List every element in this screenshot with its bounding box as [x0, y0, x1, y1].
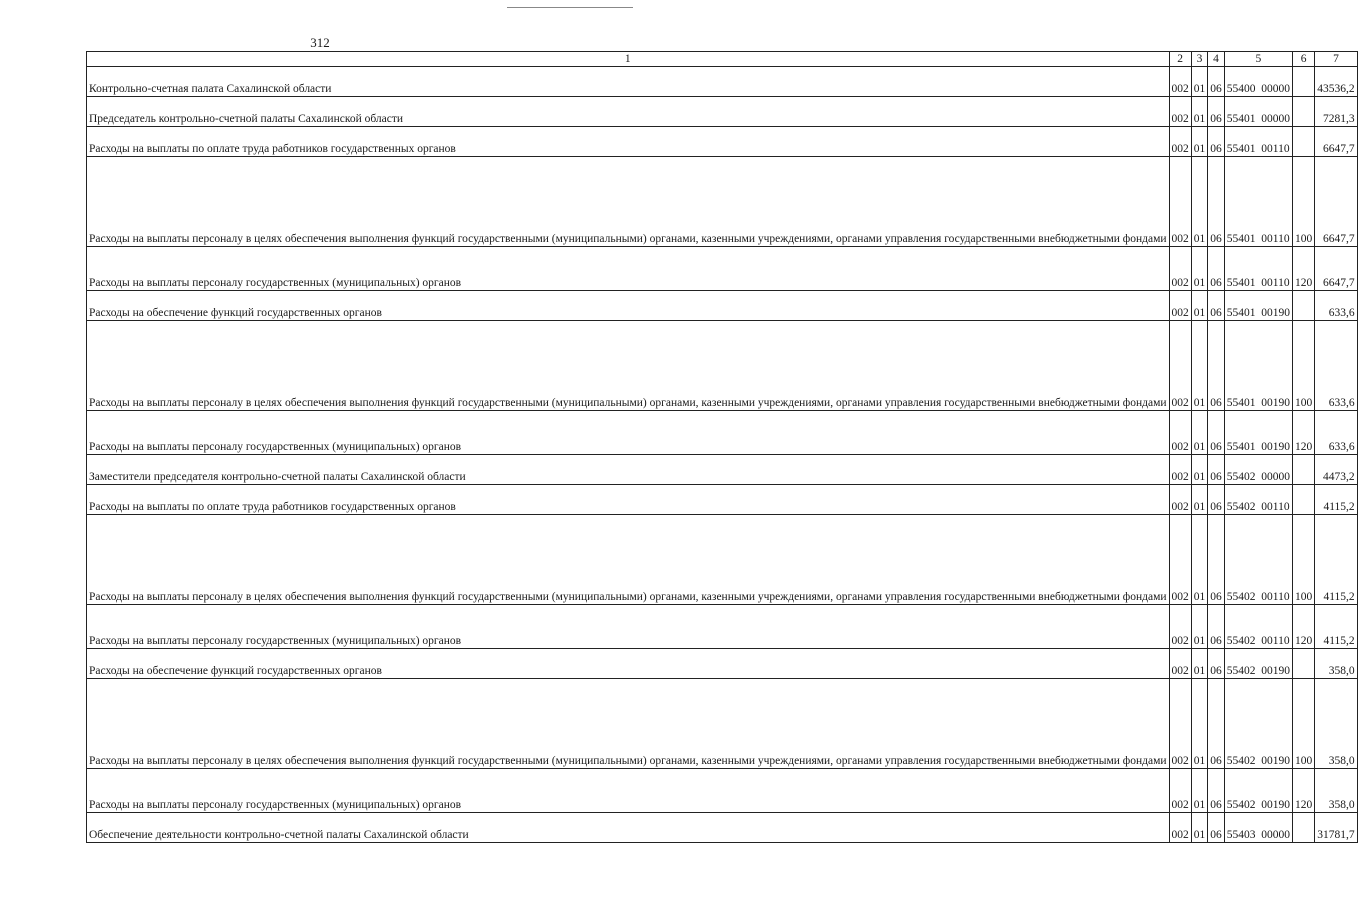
budget-table [86, 51, 1358, 843]
row-grbs-code: 002 [1169, 67, 1191, 97]
row-grbs-code: 002 [1169, 515, 1191, 605]
row-target-article: 55400 00000 [1224, 67, 1292, 97]
row-target-article: 55401 00190 [1224, 321, 1292, 411]
row-amount: 633,6 [1315, 321, 1357, 411]
row-expense-type [1293, 97, 1315, 127]
row-section-code: 01 [1191, 411, 1208, 455]
row-grbs-code: 002 [1169, 157, 1191, 247]
table-row [87, 455, 1358, 485]
row-expense-type [1293, 485, 1315, 515]
row-section-code: 01 [1191, 515, 1208, 605]
row-name: Председатель контрольно-счетной палаты Сахалинской области [87, 97, 1170, 127]
row-name: Расходы на выплаты персоналу государственных (муниципальных) органов [87, 769, 1170, 813]
row-section-code: 01 [1191, 455, 1208, 485]
row-amount: 7281,3 [1315, 97, 1357, 127]
column-header: 5 [1224, 52, 1292, 67]
row-name: Расходы на выплаты персоналу государственных (муниципальных) органов [87, 411, 1170, 455]
scan-edge-line [507, 7, 633, 8]
row-section-code: 01 [1191, 679, 1208, 769]
row-section-code: 01 [1191, 157, 1208, 247]
row-grbs-code: 002 [1169, 97, 1191, 127]
row-amount: 6647,7 [1315, 247, 1357, 291]
column-header: 2 [1169, 52, 1191, 67]
row-name: Расходы на выплаты персоналу государственных (муниципальных) органов [87, 247, 1170, 291]
row-section-code: 01 [1191, 67, 1208, 97]
row-grbs-code: 002 [1169, 247, 1191, 291]
row-section-code: 01 [1191, 321, 1208, 411]
row-name: Расходы на обеспечение функций государственных органов [87, 649, 1170, 679]
table-row [87, 291, 1358, 321]
row-grbs-code: 002 [1169, 485, 1191, 515]
row-expense-type: 120 [1293, 411, 1315, 455]
row-amount: 6647,7 [1315, 157, 1357, 247]
row-expense-type: 120 [1293, 605, 1315, 649]
row-name: Расходы на выплаты персоналу в целях обеспечения выполнения функций государственными (муниципальными) органами, казенными учреждениями, органами управления государственными внебюджетными фондами [87, 679, 1170, 769]
row-amount: 4473,2 [1315, 455, 1357, 485]
table-row [87, 769, 1358, 813]
row-expense-type [1293, 455, 1315, 485]
table-row [87, 67, 1358, 97]
row-expense-type: 100 [1293, 679, 1315, 769]
row-subsection-code: 06 [1208, 813, 1225, 843]
row-amount: 31781,7 [1315, 813, 1357, 843]
row-grbs-code: 002 [1169, 769, 1191, 813]
row-section-code: 01 [1191, 127, 1208, 157]
column-header: 7 [1315, 52, 1357, 67]
row-amount: 4115,2 [1315, 605, 1357, 649]
column-header: 3 [1191, 52, 1208, 67]
row-section-code: 01 [1191, 291, 1208, 321]
row-target-article: 55402 00000 [1224, 455, 1292, 485]
row-name: Расходы на выплаты по оплате труда работников государственных органов [87, 127, 1170, 157]
row-target-article: 55403 00000 [1224, 813, 1292, 843]
row-target-article: 55401 00190 [1224, 411, 1292, 455]
table-row [87, 605, 1358, 649]
row-subsection-code: 06 [1208, 247, 1225, 291]
row-subsection-code: 06 [1208, 127, 1225, 157]
row-grbs-code: 002 [1169, 321, 1191, 411]
row-expense-type [1293, 813, 1315, 843]
row-name: Обеспечение деятельности контрольно-счетной палаты Сахалинской области [87, 813, 1170, 843]
row-subsection-code: 06 [1208, 605, 1225, 649]
row-expense-type: 100 [1293, 321, 1315, 411]
row-subsection-code: 06 [1208, 321, 1225, 411]
row-expense-type [1293, 291, 1315, 321]
row-target-article: 55402 00110 [1224, 515, 1292, 605]
row-section-code: 01 [1191, 813, 1208, 843]
table-row [87, 411, 1358, 455]
row-grbs-code: 002 [1169, 813, 1191, 843]
row-expense-type: 100 [1293, 515, 1315, 605]
row-grbs-code: 002 [1169, 679, 1191, 769]
row-target-article: 55401 00190 [1224, 291, 1292, 321]
row-name: Расходы на выплаты персоналу государственных (муниципальных) органов [87, 605, 1170, 649]
row-section-code: 01 [1191, 649, 1208, 679]
row-target-article: 55402 00190 [1224, 679, 1292, 769]
row-name: Заместители председателя контрольно-счетной палаты Сахалинской области [87, 455, 1170, 485]
table-row [87, 157, 1358, 247]
row-subsection-code: 06 [1208, 291, 1225, 321]
row-subsection-code: 06 [1208, 157, 1225, 247]
row-section-code: 01 [1191, 485, 1208, 515]
row-target-article: 55401 00110 [1224, 127, 1292, 157]
row-subsection-code: 06 [1208, 411, 1225, 455]
row-expense-type [1293, 67, 1315, 97]
row-name: Расходы на выплаты персоналу в целях обеспечения выполнения функций государственными (муниципальными) органами, казенными учреждениями, органами управления государственными внебюджетными фондами [87, 157, 1170, 247]
row-amount: 43536,2 [1315, 67, 1357, 97]
row-subsection-code: 06 [1208, 649, 1225, 679]
table-row [87, 97, 1358, 127]
row-expense-type: 120 [1293, 247, 1315, 291]
row-subsection-code: 06 [1208, 515, 1225, 605]
column-header: 4 [1208, 52, 1225, 67]
page-number: 312 [310, 35, 330, 50]
row-target-article: 55402 00110 [1224, 485, 1292, 515]
row-amount: 4115,2 [1315, 485, 1357, 515]
table-row [87, 649, 1358, 679]
table-row [87, 515, 1358, 605]
row-name: Контрольно-счетная палата Сахалинской области [87, 67, 1170, 97]
row-grbs-code: 002 [1169, 127, 1191, 157]
table-row [87, 321, 1358, 411]
row-subsection-code: 06 [1208, 769, 1225, 813]
row-expense-type: 100 [1293, 157, 1315, 247]
row-subsection-code: 06 [1208, 485, 1225, 515]
row-section-code: 01 [1191, 97, 1208, 127]
row-grbs-code: 002 [1169, 649, 1191, 679]
row-subsection-code: 06 [1208, 679, 1225, 769]
table-row [87, 485, 1358, 515]
row-amount: 358,0 [1315, 769, 1357, 813]
row-target-article: 55401 00000 [1224, 97, 1292, 127]
table-row [87, 813, 1358, 843]
row-amount: 358,0 [1315, 679, 1357, 769]
table-row [87, 679, 1358, 769]
row-section-code: 01 [1191, 605, 1208, 649]
row-amount: 358,0 [1315, 649, 1357, 679]
column-header: 1 [87, 52, 1170, 67]
row-target-article: 55402 00110 [1224, 605, 1292, 649]
row-target-article: 55402 00190 [1224, 649, 1292, 679]
table-row [87, 127, 1358, 157]
row-subsection-code: 06 [1208, 455, 1225, 485]
column-header: 6 [1293, 52, 1315, 67]
row-name: Расходы на обеспечение функций государственных органов [87, 291, 1170, 321]
row-name: Расходы на выплаты по оплате труда работников государственных органов [87, 485, 1170, 515]
header-row [87, 52, 1358, 67]
row-section-code: 01 [1191, 769, 1208, 813]
row-grbs-code: 002 [1169, 605, 1191, 649]
row-name: Расходы на выплаты персоналу в целях обеспечения выполнения функций государственными (муниципальными) органами, казенными учреждениями, органами управления государственными внебюджетными фондами [87, 321, 1170, 411]
row-section-code: 01 [1191, 247, 1208, 291]
row-expense-type [1293, 127, 1315, 157]
table-row [87, 247, 1358, 291]
row-amount: 633,6 [1315, 411, 1357, 455]
row-subsection-code: 06 [1208, 67, 1225, 97]
row-target-article: 55401 00110 [1224, 247, 1292, 291]
row-name: Расходы на выплаты персоналу в целях обеспечения выполнения функций государственными (муниципальными) органами, казенными учреждениями, органами управления государственными внебюджетными фондами [87, 515, 1170, 605]
row-grbs-code: 002 [1169, 291, 1191, 321]
row-expense-type: 120 [1293, 769, 1315, 813]
row-subsection-code: 06 [1208, 97, 1225, 127]
row-target-article: 55401 00110 [1224, 157, 1292, 247]
row-amount: 4115,2 [1315, 515, 1357, 605]
row-grbs-code: 002 [1169, 411, 1191, 455]
row-amount: 6647,7 [1315, 127, 1357, 157]
row-target-article: 55402 00190 [1224, 769, 1292, 813]
row-grbs-code: 002 [1169, 455, 1191, 485]
row-amount: 633,6 [1315, 291, 1357, 321]
row-expense-type [1293, 649, 1315, 679]
budget-table-body [87, 67, 1358, 843]
